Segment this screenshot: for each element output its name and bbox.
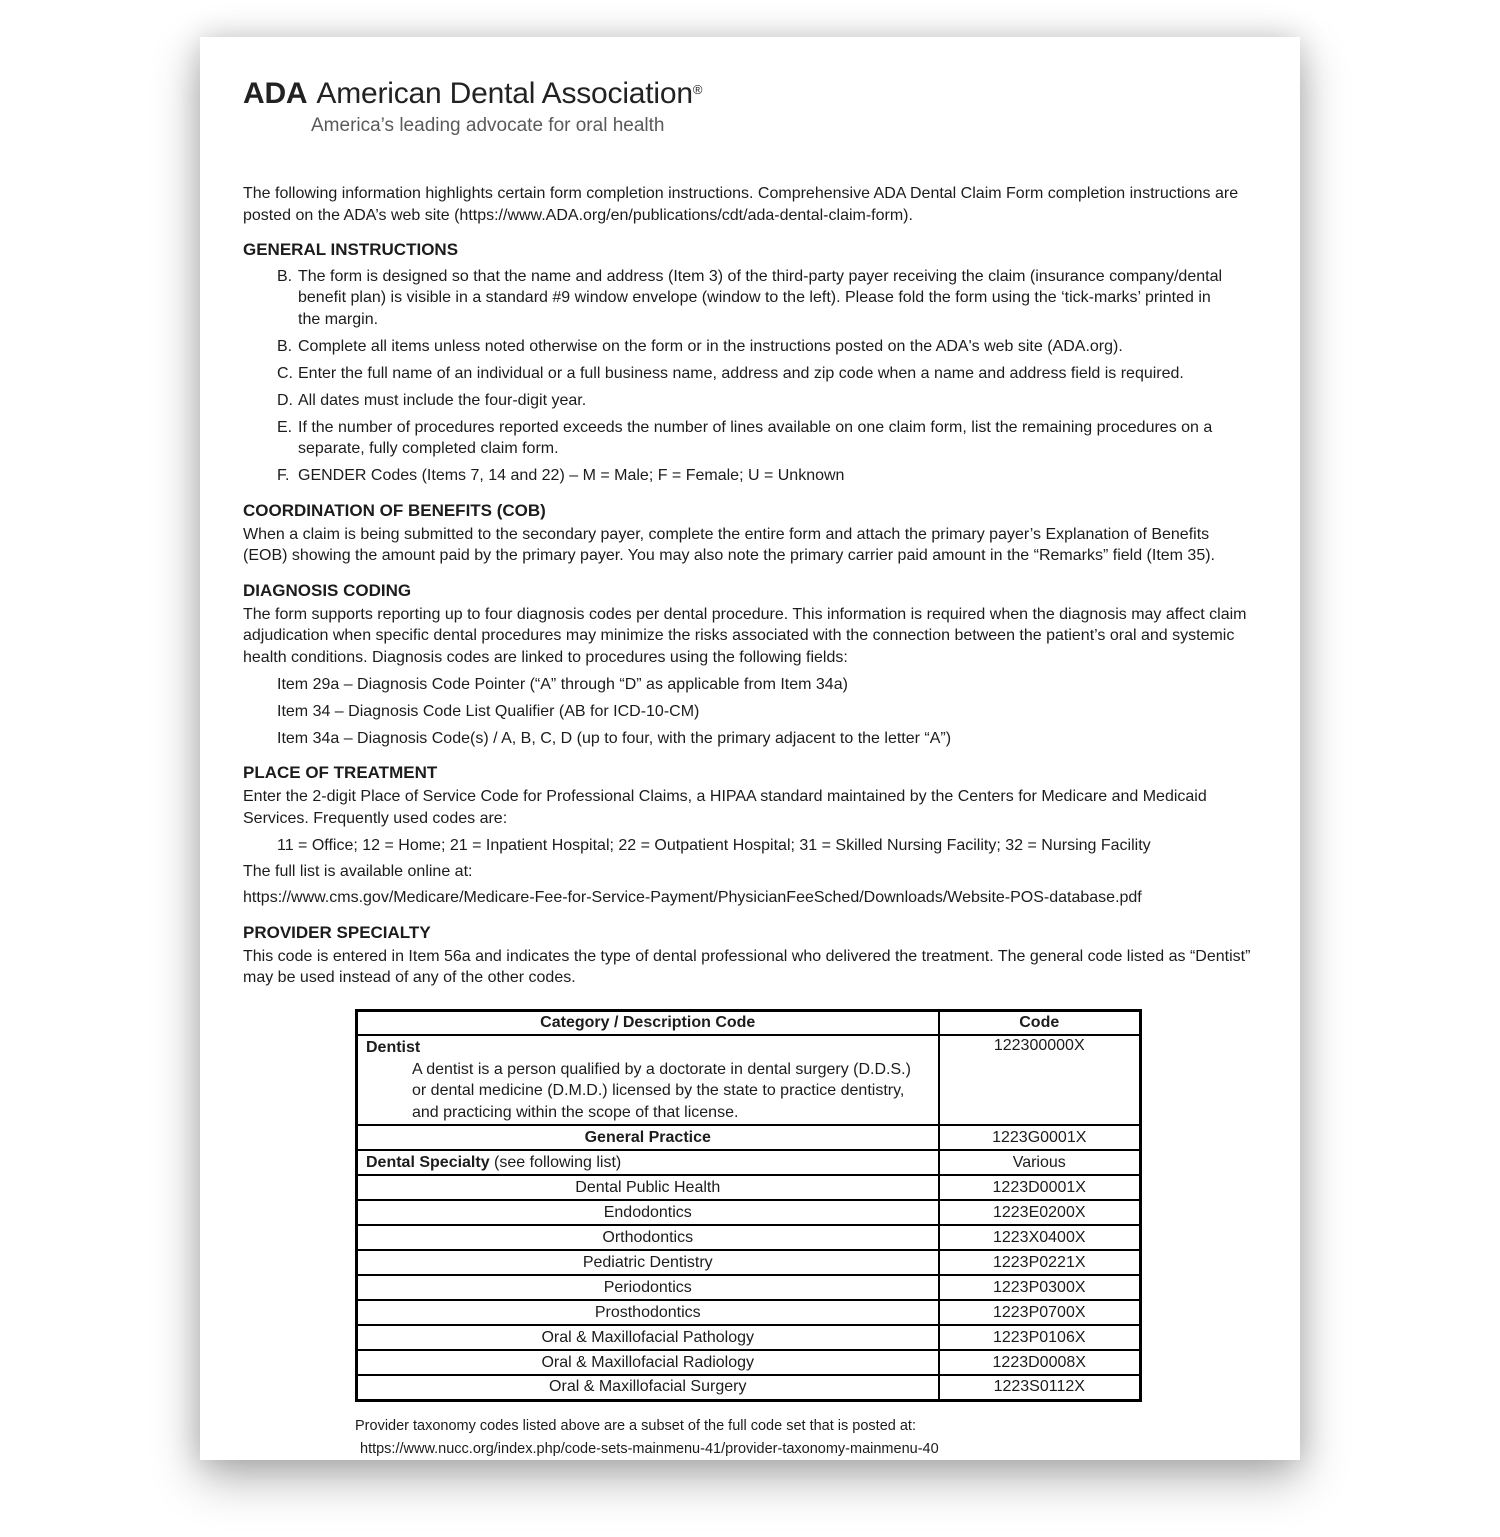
dental-specialty-code: Various bbox=[939, 1150, 1141, 1175]
table-row bbox=[357, 1175, 1141, 1200]
specialty-category: Oral & Maxillofacial Radiology bbox=[357, 1350, 939, 1375]
general-practice-label: General Practice bbox=[357, 1125, 939, 1150]
section-heading-cob: COORDINATION OF BENEFITS (COB) bbox=[243, 500, 546, 520]
list-item bbox=[243, 336, 1258, 358]
dental-specialty-label bbox=[357, 1150, 939, 1175]
specialty-category: Dental Public Health bbox=[357, 1175, 939, 1200]
provider-specialty-paragraph: This code is entered in Item 56a and indicates the type of dental professional who delivered the treatment. The general code listed as “Dentist” may be used instead of any of the other codes. bbox=[243, 947, 1251, 986]
general-practice-code: 1223G0001X bbox=[939, 1125, 1141, 1150]
specialty-category: Periodontics bbox=[357, 1275, 939, 1300]
list-item bbox=[243, 390, 1258, 412]
specialty-category: Orthodontics bbox=[357, 1225, 939, 1250]
nucc-taxonomy-url: https://www.nucc.org/index.php/code-sets-mainmenu-41/provider-taxonomy-mainmenu-40 bbox=[360, 1441, 939, 1457]
dental-specialty-label-rest: (see following list) bbox=[489, 1153, 622, 1171]
table-row-general-practice bbox=[357, 1125, 1141, 1150]
list-item bbox=[243, 465, 1258, 487]
specialty-category: Oral & Maxillofacial Surgery bbox=[357, 1375, 939, 1400]
specialty-code: 1223P0221X bbox=[939, 1250, 1141, 1275]
dentist-title: Dentist bbox=[366, 1039, 421, 1056]
specialty-category: Prosthodontics bbox=[357, 1300, 939, 1325]
list-item-letter: C. bbox=[277, 364, 293, 382]
ada-logo bbox=[243, 77, 1258, 111]
table-row bbox=[357, 1350, 1141, 1375]
general-instructions-list bbox=[243, 266, 1258, 487]
specialty-code: 1223E0200X bbox=[939, 1200, 1141, 1225]
ada-tagline: America’s leading advocate for oral health bbox=[311, 115, 665, 136]
footnote-text: Provider taxonomy codes listed above are a subset of the full code set that is posted at: bbox=[355, 1417, 916, 1434]
list-item-letter: B. bbox=[277, 267, 293, 285]
specialty-code: 1223P0106X bbox=[939, 1325, 1141, 1350]
diagnosis-item: Item 34 – Diagnosis Code List Qualifier (AB for ICD-10-CM) bbox=[277, 702, 700, 720]
table-header-code: Code bbox=[939, 1010, 1141, 1035]
registered-trademark-symbol: ® bbox=[692, 82, 703, 97]
list-item-text: Complete all items unless noted otherwise on the form or in the instructions posted on the ADA's web site (ADA.org). bbox=[298, 337, 1123, 355]
list-item-text: If the number of procedures reported exceeds the number of lines available on one claim form, list the remaining procedures on a separate, fully completed claim form. bbox=[298, 418, 1213, 457]
table-row bbox=[357, 1300, 1141, 1325]
dentist-category-cell bbox=[357, 1035, 939, 1125]
section-heading-provider-specialty: PROVIDER SPECIALTY bbox=[243, 922, 431, 942]
specialty-code: 1223D0001X bbox=[939, 1175, 1141, 1200]
diagnosis-item: Item 34a – Diagnosis Code(s) / A, B, C, D (up to four, with the primary adjacent to the letter “A”) bbox=[277, 729, 952, 747]
section-heading-diagnosis-coding: DIAGNOSIS CODING bbox=[243, 580, 412, 600]
ada-logo-block bbox=[243, 77, 1258, 137]
intro-paragraph: The following information highlights certain form completion instructions. Comprehensive ADA Dental Claim Form completion instructions are posted on the ADA’s web site (https://www.ADA.org/en/publications/cdt/ada-dental-claim-form). bbox=[243, 185, 1239, 224]
table-row bbox=[357, 1325, 1141, 1350]
list-item-letter: D. bbox=[277, 391, 293, 409]
list-item bbox=[243, 266, 1258, 331]
list-item bbox=[243, 417, 1258, 460]
cms-pos-database-url: https://www.cms.gov/Medicare/Medicare-Fee-for-Service-Payment/PhysicianFeeSched/Downloads/Website-POS-database.pdf bbox=[243, 889, 1142, 906]
list-item-text: Enter the full name of an individual or a full business name, address and zip code when a name and address field is required. bbox=[298, 364, 1184, 382]
document-page bbox=[200, 37, 1300, 1460]
specialty-code: 1223S0112X bbox=[939, 1375, 1141, 1400]
list-item-text: All dates must include the four-digit year. bbox=[298, 391, 587, 409]
list-item-letter: B. bbox=[277, 337, 293, 355]
dentist-description: A dentist is a person qualified by a doctorate in dental surgery (D.D.S.) or dental medicine (D.M.D.) licensed by the state to practice dentistry, and practicing within the scope of that license. bbox=[412, 1060, 911, 1121]
table-row bbox=[357, 1200, 1141, 1225]
diagnosis-paragraph: The form supports reporting up to four diagnosis codes per dental procedure. This information is required when the diagnosis may affect claim adjudication when specific dental procedures may minimize the risks associated with the connection between the patient’s oral and systemic health conditions. Diagnosis codes are linked to procedures using the following fields: bbox=[243, 605, 1247, 666]
table-row bbox=[357, 1225, 1141, 1250]
diagnosis-item: Item 29a – Diagnosis Code Pointer (“A” through “D” as applicable from Item 34a) bbox=[277, 675, 848, 693]
table-header-row bbox=[357, 1010, 1141, 1035]
specialty-category: Pediatric Dentistry bbox=[357, 1250, 939, 1275]
specialty-code: 1223P0300X bbox=[939, 1275, 1141, 1300]
table-row bbox=[357, 1275, 1141, 1300]
dental-specialty-label-bold: Dental Specialty bbox=[366, 1153, 490, 1171]
table-header-category: Category / Description Code bbox=[357, 1010, 939, 1035]
full-list-label: The full list is available online at: bbox=[243, 863, 473, 880]
ada-logo-abbr: ADA bbox=[243, 77, 308, 110]
section-heading-general-instructions: GENERAL INSTRUCTIONS bbox=[243, 240, 459, 259]
list-item-text: GENDER Codes (Items 7, 14 and 22) – M = Male; F = Female; U = Unknown bbox=[298, 467, 845, 484]
table-footnote bbox=[355, 1415, 1258, 1461]
cob-paragraph: When a claim is being submitted to the secondary payer, complete the entire form and attach the primary payer’s Explanation of Benefits (EOB) showing the amount paid by the primary payer. You may also note the primary carrier paid amount in the “Remarks” field (Item 35). bbox=[243, 525, 1215, 564]
provider-specialty-table bbox=[355, 1009, 1142, 1402]
specialty-category: Endodontics bbox=[357, 1200, 939, 1225]
specialty-code: 1223D0008X bbox=[939, 1350, 1141, 1375]
list-item-text: The form is designed so that the name and address (Item 3) of the third-party payer receiving the claim (insurance company/dental benefit plan) is visible in a standard #9 window envelope (window to the left). Please fold the form using the ‘tick-marks’ printed in the margin. bbox=[298, 267, 1223, 328]
section-heading-place-of-treatment: PLACE OF TREATMENT bbox=[243, 763, 438, 782]
specialty-category: Oral & Maxillofacial Pathology bbox=[357, 1325, 939, 1350]
place-of-service-codes-line: 11 = Office; 12 = Home; 21 = Inpatient Hospital; 22 = Outpatient Hospital; 31 = Skilled Nursing Facility; 32 = Nursing Facility bbox=[277, 837, 1151, 854]
ada-logo-name: American Dental Association bbox=[316, 77, 693, 110]
list-item-letter: F. bbox=[277, 467, 290, 484]
table-row bbox=[357, 1375, 1141, 1400]
diagnosis-items-list bbox=[243, 674, 1258, 750]
specialty-code: 1223P0700X bbox=[939, 1300, 1141, 1325]
specialty-code: 1223X0400X bbox=[939, 1225, 1141, 1250]
table-row-dental-specialty bbox=[357, 1150, 1141, 1175]
table-row-dentist bbox=[357, 1035, 1141, 1125]
table-row bbox=[357, 1250, 1141, 1275]
dentist-code-cell: 122300000X bbox=[939, 1035, 1141, 1125]
list-item-letter: E. bbox=[277, 418, 293, 436]
place-of-treatment-paragraph: Enter the 2-digit Place of Service Code for Professional Claims, a HIPAA standard maintained by the Centers for Medicare and Medicaid Services. Frequently used codes are: bbox=[243, 788, 1207, 827]
list-item bbox=[243, 363, 1258, 385]
